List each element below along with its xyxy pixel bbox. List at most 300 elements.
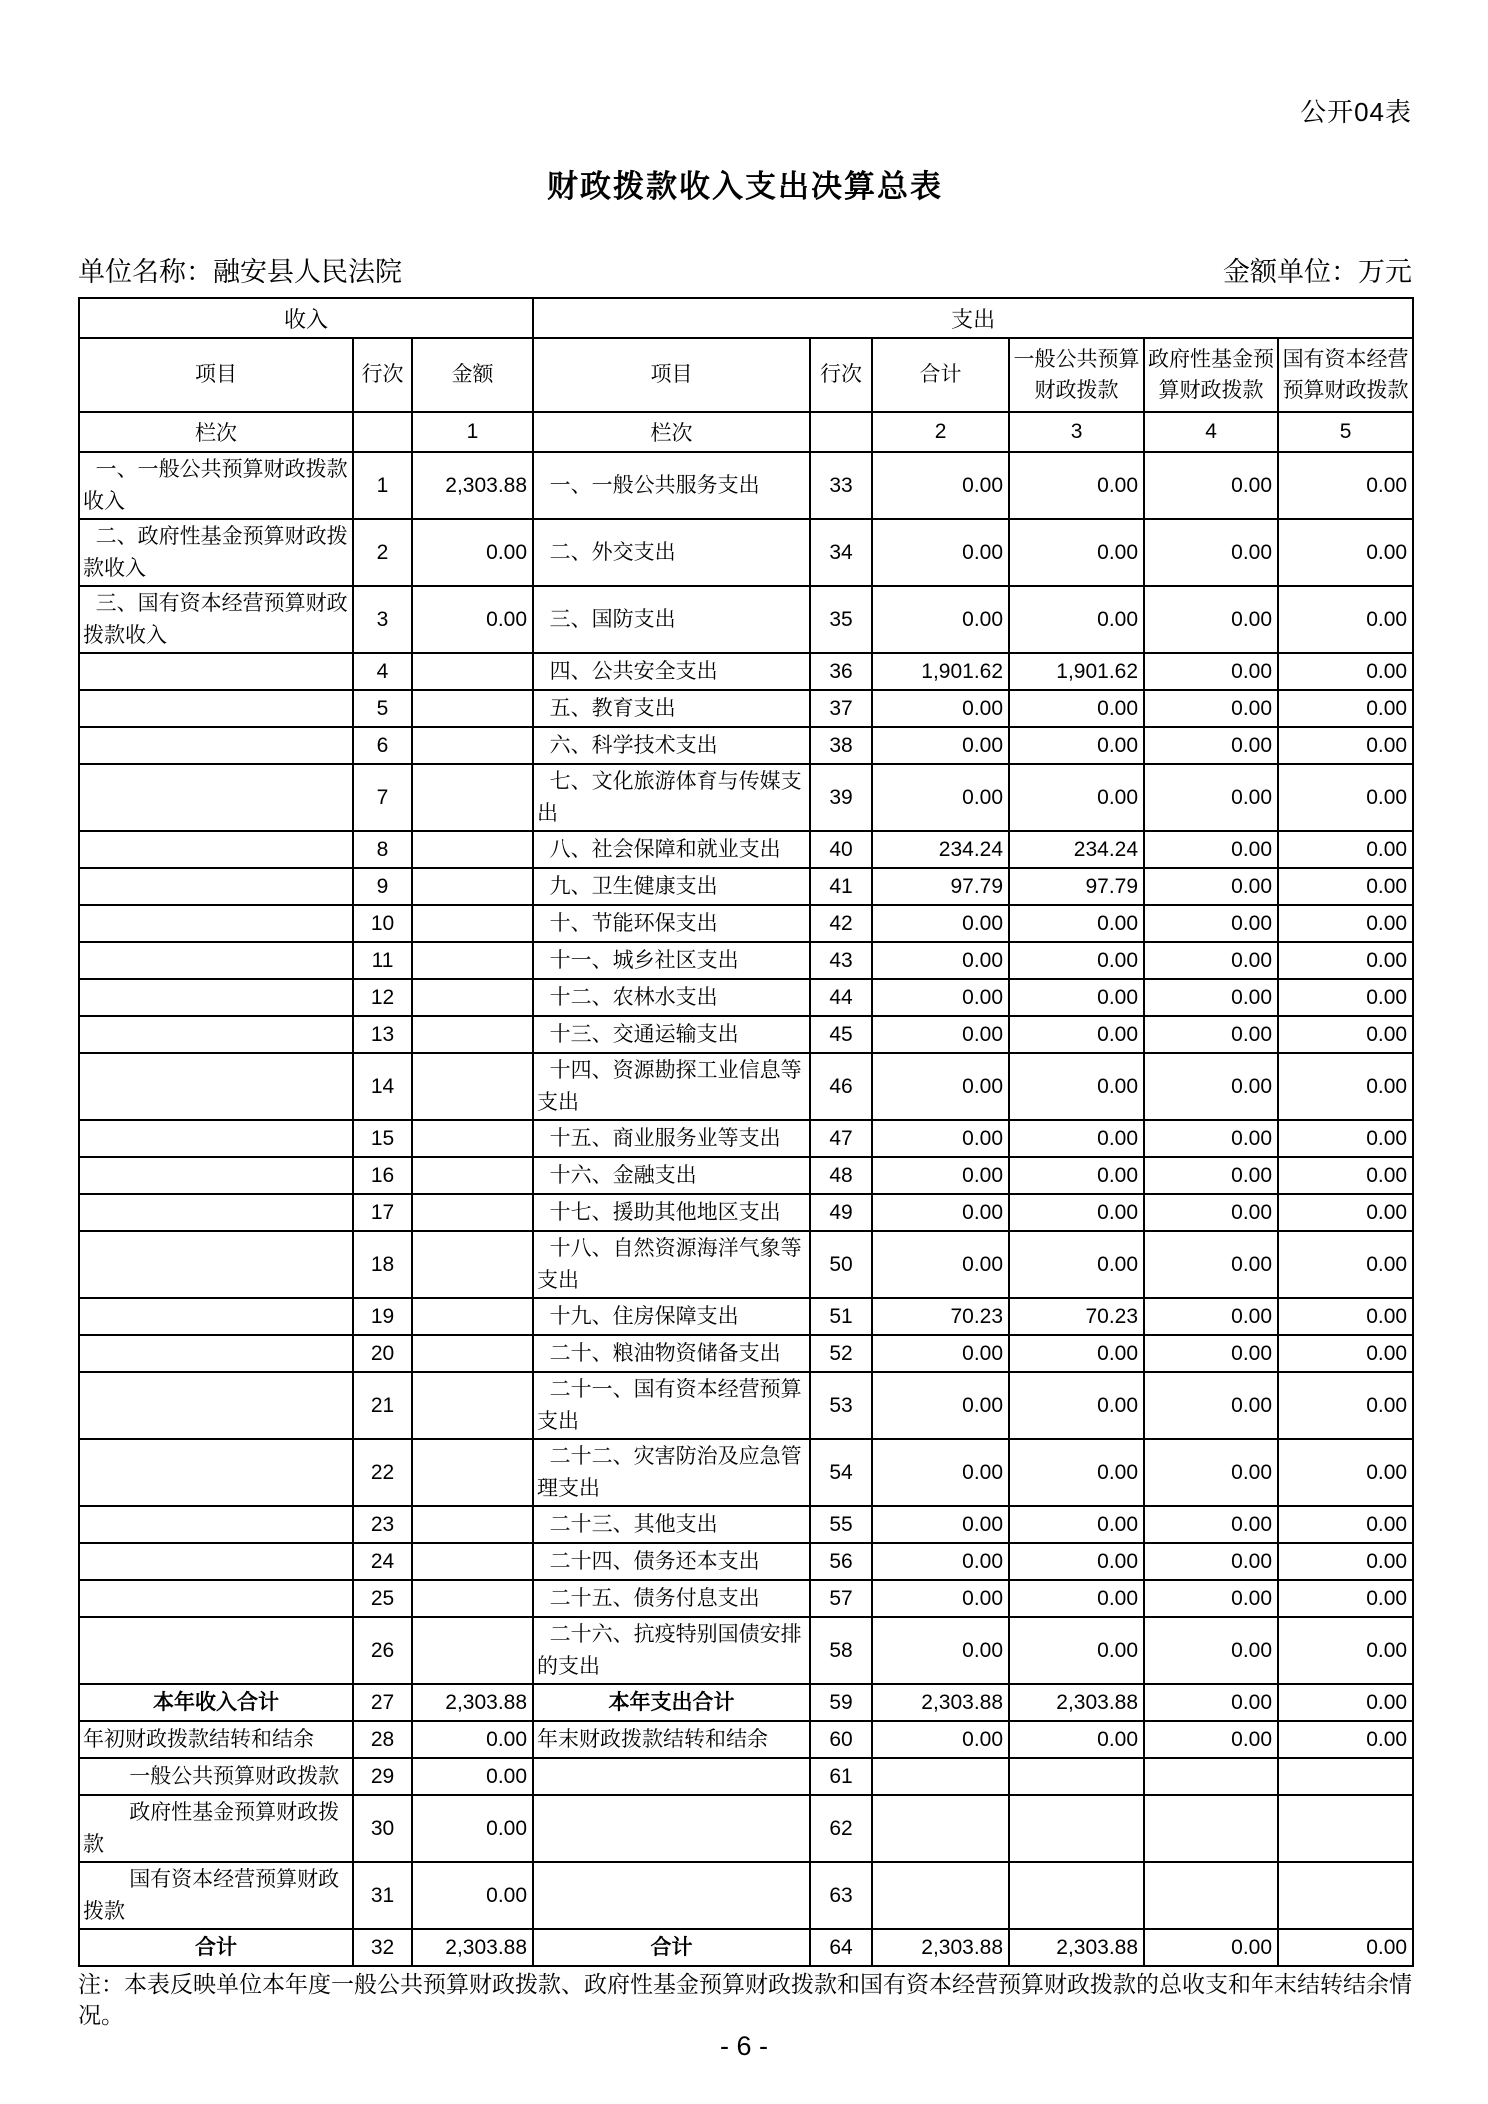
expense-total-cell: 97.79 — [872, 868, 1009, 905]
expense-total-cell: 0.00 — [872, 979, 1009, 1016]
income-amount-cell: 2,303.88 — [412, 1929, 533, 1966]
expense-total-header: 合计 — [872, 338, 1009, 412]
table-row — [79, 1929, 1413, 1966]
table-row — [79, 1684, 1413, 1721]
expense-item-cell: 二十六、抗疫特别国债安排的支出 — [533, 1617, 810, 1684]
income-line-cell: 31 — [353, 1862, 412, 1929]
expense-line-cell: 61 — [810, 1758, 872, 1795]
income-item-cell — [79, 1372, 353, 1439]
expense-line-cell: 37 — [810, 690, 872, 727]
expense-gov-fund-cell: 0.00 — [1144, 1439, 1278, 1506]
expense-general-public-cell: 0.00 — [1009, 1157, 1144, 1194]
expense-total-cell — [872, 1758, 1009, 1795]
expense-gov-fund-cell: 0.00 — [1144, 868, 1278, 905]
income-item-cell — [79, 979, 353, 1016]
table-row — [79, 1335, 1413, 1372]
expense-gov-fund-header: 政府性基金预算财政拨款 — [1144, 338, 1278, 412]
expense-general-public-index: 3 — [1009, 412, 1144, 452]
expense-gov-fund-cell: 0.00 — [1144, 586, 1278, 653]
expense-section-header: 支出 — [533, 298, 1413, 338]
table-row — [79, 1231, 1413, 1298]
expense-total-cell: 1,901.62 — [872, 653, 1009, 690]
expense-gov-fund-cell: 0.00 — [1144, 452, 1278, 519]
income-line-cell: 22 — [353, 1439, 412, 1506]
expense-state-capital-cell: 0.00 — [1278, 586, 1413, 653]
income-item-cell — [79, 727, 353, 764]
expense-state-capital-cell: 0.00 — [1278, 1335, 1413, 1372]
expense-general-public-cell: 0.00 — [1009, 1231, 1144, 1298]
expense-item-cell: 十一、城乡社区支出 — [533, 942, 810, 979]
expense-general-public-cell: 0.00 — [1009, 1053, 1144, 1120]
expense-item-cell: 二十四、债务还本支出 — [533, 1543, 810, 1580]
expense-gov-fund-cell: 0.00 — [1144, 1543, 1278, 1580]
expense-line-cell: 38 — [810, 727, 872, 764]
expense-item-cell: 合计 — [533, 1929, 810, 1966]
income-amount-cell — [412, 1016, 533, 1053]
expense-line-no-header: 行次 — [810, 338, 872, 412]
expense-item-cell: 二十、粮油物资储备支出 — [533, 1335, 810, 1372]
income-amount-cell — [412, 905, 533, 942]
income-line-cell: 13 — [353, 1016, 412, 1053]
expense-line-cell: 48 — [810, 1157, 872, 1194]
footnote: 注：本表反映单位本年度一般公共预算财政拨款、政府性基金预算财政拨款和国有资本经营预算财政拨款的总收支和年末结转结余情况。 — [78, 1971, 1412, 2029]
expense-item-cell: 三、国防支出 — [533, 586, 810, 653]
income-amount-cell — [412, 727, 533, 764]
expense-total-cell: 0.00 — [872, 1617, 1009, 1684]
expense-total-cell: 0.00 — [872, 452, 1009, 519]
table-row — [79, 1580, 1413, 1617]
table-row — [79, 1298, 1413, 1335]
expense-state-capital-cell: 0.00 — [1278, 1372, 1413, 1439]
expense-item-cell: 二十一、国有资本经营预算支出 — [533, 1372, 810, 1439]
income-item-cell — [79, 1194, 353, 1231]
table-body — [79, 452, 1413, 1966]
expense-state-capital-cell — [1278, 1795, 1413, 1862]
income-item-cell — [79, 905, 353, 942]
expense-line-cell: 45 — [810, 1016, 872, 1053]
expense-total-cell: 0.00 — [872, 1016, 1009, 1053]
income-line-no-index — [353, 412, 412, 452]
expense-general-public-cell: 0.00 — [1009, 1439, 1144, 1506]
income-item-cell — [79, 1016, 353, 1053]
table-row — [79, 1439, 1413, 1506]
income-item-cell — [79, 690, 353, 727]
income-amount-cell — [412, 1439, 533, 1506]
income-amount-cell — [412, 1335, 533, 1372]
expense-state-capital-cell: 0.00 — [1278, 1231, 1413, 1298]
income-item-cell — [79, 1120, 353, 1157]
table-row — [79, 1617, 1413, 1684]
income-item-cell — [79, 1157, 353, 1194]
section-header-row — [79, 298, 1413, 338]
expense-total-cell: 0.00 — [872, 1506, 1009, 1543]
expense-item-cell: 十五、商业服务业等支出 — [533, 1120, 810, 1157]
expense-gov-fund-cell: 0.00 — [1144, 1335, 1278, 1372]
expense-general-public-cell: 0.00 — [1009, 1617, 1144, 1684]
income-amount-cell — [412, 1506, 533, 1543]
expense-gov-fund-cell: 0.00 — [1144, 690, 1278, 727]
income-item-cell — [79, 831, 353, 868]
income-line-cell: 16 — [353, 1157, 412, 1194]
expense-state-capital-cell: 0.00 — [1278, 1929, 1413, 1966]
income-item-cell: 年初财政拨款结转和结余 — [79, 1721, 353, 1758]
expense-total-cell: 0.00 — [872, 1194, 1009, 1231]
income-amount-cell — [412, 1120, 533, 1157]
expense-state-capital-cell: 0.00 — [1278, 1580, 1413, 1617]
expense-state-capital-cell: 0.00 — [1278, 1016, 1413, 1053]
income-item-cell — [79, 764, 353, 831]
expense-general-public-cell: 0.00 — [1009, 1580, 1144, 1617]
expense-state-capital-cell: 0.00 — [1278, 942, 1413, 979]
expense-line-no-index — [810, 412, 872, 452]
income-item-cell: 三、国有资本经营预算财政拨款收入 — [79, 586, 353, 653]
income-line-cell: 18 — [353, 1231, 412, 1298]
income-item-cell: 国有资本经营预算财政拨款 — [79, 1862, 353, 1929]
income-line-cell: 20 — [353, 1335, 412, 1372]
table-row — [79, 868, 1413, 905]
expense-item-cell: 年末财政拨款结转和结余 — [533, 1721, 810, 1758]
income-amount-cell — [412, 1053, 533, 1120]
expense-state-capital-cell: 0.00 — [1278, 727, 1413, 764]
income-item-cell — [79, 1439, 353, 1506]
income-line-cell: 17 — [353, 1194, 412, 1231]
expense-line-cell: 55 — [810, 1506, 872, 1543]
table-row — [79, 452, 1413, 519]
income-amount-cell: 2,303.88 — [412, 1684, 533, 1721]
expense-total-cell: 0.00 — [872, 1120, 1009, 1157]
expense-line-cell: 46 — [810, 1053, 872, 1120]
table-row — [79, 942, 1413, 979]
income-line-cell: 24 — [353, 1543, 412, 1580]
expense-state-capital-cell — [1278, 1758, 1413, 1795]
income-line-cell: 7 — [353, 764, 412, 831]
expense-line-cell: 50 — [810, 1231, 872, 1298]
income-line-cell: 6 — [353, 727, 412, 764]
income-amount-cell: 0.00 — [412, 1862, 533, 1929]
expense-state-capital-cell: 0.00 — [1278, 452, 1413, 519]
expense-item-cell: 本年支出合计 — [533, 1684, 810, 1721]
expense-item-header: 项目 — [533, 338, 810, 412]
table-row — [79, 764, 1413, 831]
income-line-cell: 12 — [353, 979, 412, 1016]
expense-gov-fund-cell: 0.00 — [1144, 831, 1278, 868]
income-item-cell — [79, 1298, 353, 1335]
income-item-cell: 合计 — [79, 1929, 353, 1966]
expense-state-capital-cell: 0.00 — [1278, 764, 1413, 831]
income-item-cell: 本年收入合计 — [79, 1684, 353, 1721]
expense-total-cell: 0.00 — [872, 1580, 1009, 1617]
income-amount-cell: 0.00 — [412, 1795, 533, 1862]
income-item-cell — [79, 1617, 353, 1684]
expense-state-capital-cell: 0.00 — [1278, 1120, 1413, 1157]
income-item-cell — [79, 1543, 353, 1580]
expense-gov-fund-cell — [1144, 1862, 1278, 1929]
expense-line-cell: 43 — [810, 942, 872, 979]
expense-line-cell: 34 — [810, 519, 872, 586]
income-item-cell — [79, 1506, 353, 1543]
expense-item-cell: 二、外交支出 — [533, 519, 810, 586]
expense-general-public-cell: 234.24 — [1009, 831, 1144, 868]
amount-unit-label: 金额单位：万元 — [1223, 257, 1412, 287]
expense-total-cell — [872, 1862, 1009, 1929]
expense-line-cell: 52 — [810, 1335, 872, 1372]
expense-gov-fund-cell — [1144, 1758, 1278, 1795]
expense-general-public-cell — [1009, 1758, 1144, 1795]
table-row — [79, 519, 1413, 586]
expense-total-cell: 2,303.88 — [872, 1684, 1009, 1721]
expense-total-index: 2 — [872, 412, 1009, 452]
expense-item-cell: 二十二、灾害防治及应急管理支出 — [533, 1439, 810, 1506]
expense-gov-fund-cell: 0.00 — [1144, 1929, 1278, 1966]
table-row — [79, 905, 1413, 942]
expense-gov-fund-index: 4 — [1144, 412, 1278, 452]
expense-item-cell — [533, 1758, 810, 1795]
income-amount-cell: 0.00 — [412, 1721, 533, 1758]
income-amount-cell — [412, 764, 533, 831]
table-row — [79, 690, 1413, 727]
expense-gov-fund-cell: 0.00 — [1144, 1120, 1278, 1157]
expense-state-capital-cell: 0.00 — [1278, 1053, 1413, 1120]
income-item-cell — [79, 942, 353, 979]
income-item-cell: 一般公共预算财政拨款 — [79, 1758, 353, 1795]
expense-gov-fund-cell: 0.00 — [1144, 942, 1278, 979]
income-line-cell: 11 — [353, 942, 412, 979]
income-item-cell: 政府性基金预算财政拨款 — [79, 1795, 353, 1862]
income-amount-cell: 0.00 — [412, 586, 533, 653]
expense-state-capital-cell: 0.00 — [1278, 1157, 1413, 1194]
expense-gov-fund-cell: 0.00 — [1144, 653, 1278, 690]
expense-total-cell: 0.00 — [872, 1335, 1009, 1372]
expense-total-cell: 0.00 — [872, 1721, 1009, 1758]
expense-general-public-cell: 0.00 — [1009, 690, 1144, 727]
unit-name-label: 单位名称：融安县人民法院 — [78, 257, 402, 287]
expense-general-public-cell: 70.23 — [1009, 1298, 1144, 1335]
expense-state-capital-cell: 0.00 — [1278, 519, 1413, 586]
expense-general-public-cell: 2,303.88 — [1009, 1929, 1144, 1966]
expense-item-cell: 十三、交通运输支出 — [533, 1016, 810, 1053]
expense-item-cell: 四、公共安全支出 — [533, 653, 810, 690]
income-item-cell: 一、一般公共预算财政拨款收入 — [79, 452, 353, 519]
income-item-cell — [79, 1580, 353, 1617]
expense-state-capital-cell: 0.00 — [1278, 1617, 1413, 1684]
expense-item-index: 栏次 — [533, 412, 810, 452]
expense-general-public-cell: 2,303.88 — [1009, 1684, 1144, 1721]
meta-row — [78, 250, 1412, 289]
expense-gov-fund-cell — [1144, 1795, 1278, 1862]
income-line-cell: 8 — [353, 831, 412, 868]
expense-line-cell: 53 — [810, 1372, 872, 1439]
expense-general-public-cell: 0.00 — [1009, 519, 1144, 586]
expense-state-capital-cell: 0.00 — [1278, 868, 1413, 905]
expense-total-cell: 0.00 — [872, 764, 1009, 831]
expense-total-cell: 0.00 — [872, 942, 1009, 979]
income-amount-cell — [412, 1298, 533, 1335]
expense-state-capital-cell: 0.00 — [1278, 1506, 1413, 1543]
expense-item-cell: 十六、金融支出 — [533, 1157, 810, 1194]
expense-line-cell: 47 — [810, 1120, 872, 1157]
table-row — [79, 1543, 1413, 1580]
expense-general-public-cell: 0.00 — [1009, 1335, 1144, 1372]
income-amount-cell — [412, 1157, 533, 1194]
income-amount-cell: 0.00 — [412, 1758, 533, 1795]
expense-item-cell: 一、一般公共服务支出 — [533, 452, 810, 519]
column-index-row — [79, 412, 1413, 452]
expense-line-cell: 60 — [810, 1721, 872, 1758]
expense-state-capital-cell: 0.00 — [1278, 1298, 1413, 1335]
expense-gov-fund-cell: 0.00 — [1144, 979, 1278, 1016]
expense-gov-fund-cell: 0.00 — [1144, 727, 1278, 764]
income-line-cell: 1 — [353, 452, 412, 519]
expense-item-cell: 二十五、债务付息支出 — [533, 1580, 810, 1617]
expense-general-public-cell: 0.00 — [1009, 1194, 1144, 1231]
income-line-cell: 14 — [353, 1053, 412, 1120]
expense-general-public-cell: 0.00 — [1009, 1120, 1144, 1157]
table-row — [79, 1721, 1413, 1758]
expense-line-cell: 42 — [810, 905, 872, 942]
expense-general-public-cell: 0.00 — [1009, 1016, 1144, 1053]
income-line-cell: 27 — [353, 1684, 412, 1721]
income-line-cell: 3 — [353, 586, 412, 653]
income-line-cell: 32 — [353, 1929, 412, 1966]
expense-general-public-cell — [1009, 1795, 1144, 1862]
expense-state-capital-cell: 0.00 — [1278, 1439, 1413, 1506]
expense-line-cell: 33 — [810, 452, 872, 519]
expense-line-cell: 59 — [810, 1684, 872, 1721]
table-row — [79, 1506, 1413, 1543]
income-item-index: 栏次 — [79, 412, 353, 452]
expense-general-public-cell: 1,901.62 — [1009, 653, 1144, 690]
expense-gov-fund-cell: 0.00 — [1144, 764, 1278, 831]
income-line-cell: 9 — [353, 868, 412, 905]
expense-general-public-header: 一般公共预算财政拨款 — [1009, 338, 1144, 412]
income-line-cell: 2 — [353, 519, 412, 586]
expense-general-public-cell — [1009, 1862, 1144, 1929]
expense-general-public-cell: 0.00 — [1009, 1721, 1144, 1758]
expense-gov-fund-cell: 0.00 — [1144, 1506, 1278, 1543]
expense-total-cell — [872, 1795, 1009, 1862]
expense-general-public-cell: 0.00 — [1009, 764, 1144, 831]
income-item-cell: 二、政府性基金预算财政拨款收入 — [79, 519, 353, 586]
expense-state-capital-cell: 0.00 — [1278, 1543, 1413, 1580]
expense-total-cell: 234.24 — [872, 831, 1009, 868]
expense-line-cell: 64 — [810, 1929, 872, 1966]
expense-general-public-cell: 0.00 — [1009, 452, 1144, 519]
expense-line-cell: 44 — [810, 979, 872, 1016]
expense-item-cell — [533, 1862, 810, 1929]
expense-general-public-cell: 97.79 — [1009, 868, 1144, 905]
income-item-cell — [79, 653, 353, 690]
income-line-cell: 21 — [353, 1372, 412, 1439]
expense-state-capital-cell — [1278, 1862, 1413, 1929]
expense-gov-fund-cell: 0.00 — [1144, 1194, 1278, 1231]
expense-gov-fund-cell: 0.00 — [1144, 1721, 1278, 1758]
expense-item-cell — [533, 1795, 810, 1862]
income-amount-cell — [412, 1372, 533, 1439]
income-line-cell: 5 — [353, 690, 412, 727]
income-line-cell: 28 — [353, 1721, 412, 1758]
expense-line-cell: 36 — [810, 653, 872, 690]
table-row — [79, 831, 1413, 868]
expense-general-public-cell: 0.00 — [1009, 586, 1144, 653]
expense-total-cell: 0.00 — [872, 1543, 1009, 1580]
income-amount-cell — [412, 1543, 533, 1580]
income-amount-cell — [412, 1617, 533, 1684]
table-row — [79, 1194, 1413, 1231]
expense-item-cell: 十、节能环保支出 — [533, 905, 810, 942]
income-item-header: 项目 — [79, 338, 353, 412]
expense-general-public-cell: 0.00 — [1009, 979, 1144, 1016]
expense-gov-fund-cell: 0.00 — [1144, 1298, 1278, 1335]
expense-total-cell: 0.00 — [872, 690, 1009, 727]
expense-line-cell: 39 — [810, 764, 872, 831]
income-line-cell: 26 — [353, 1617, 412, 1684]
table-row — [79, 1053, 1413, 1120]
income-line-cell: 15 — [353, 1120, 412, 1157]
income-amount-cell — [412, 868, 533, 905]
expense-state-capital-cell: 0.00 — [1278, 690, 1413, 727]
expense-gov-fund-cell: 0.00 — [1144, 1053, 1278, 1120]
expense-item-cell: 十七、援助其他地区支出 — [533, 1194, 810, 1231]
expense-general-public-cell: 0.00 — [1009, 905, 1144, 942]
income-item-cell — [79, 1335, 353, 1372]
expense-item-cell: 十九、住房保障支出 — [533, 1298, 810, 1335]
expense-state-capital-cell: 0.00 — [1278, 905, 1413, 942]
income-line-cell: 19 — [353, 1298, 412, 1335]
table-row — [79, 979, 1413, 1016]
expense-general-public-cell: 0.00 — [1009, 727, 1144, 764]
income-amount-header: 金额 — [412, 338, 533, 412]
table-row — [79, 727, 1413, 764]
expense-total-cell: 0.00 — [872, 1439, 1009, 1506]
expense-item-cell: 六、科学技术支出 — [533, 727, 810, 764]
expense-state-capital-cell: 0.00 — [1278, 979, 1413, 1016]
income-amount-cell — [412, 1194, 533, 1231]
expense-item-cell: 九、卫生健康支出 — [533, 868, 810, 905]
income-amount-cell — [412, 1580, 533, 1617]
expense-item-cell: 七、文化旅游体育与传媒支出 — [533, 764, 810, 831]
page-number: - 6 - — [719, 2031, 768, 2061]
income-line-cell: 25 — [353, 1580, 412, 1617]
income-line-cell: 10 — [353, 905, 412, 942]
expense-line-cell: 51 — [810, 1298, 872, 1335]
income-amount-cell: 0.00 — [412, 519, 533, 586]
expense-gov-fund-cell: 0.00 — [1144, 1617, 1278, 1684]
income-line-cell: 30 — [353, 1795, 412, 1862]
expense-state-capital-cell: 0.00 — [1278, 653, 1413, 690]
income-line-cell: 23 — [353, 1506, 412, 1543]
expense-total-cell: 0.00 — [872, 1231, 1009, 1298]
expense-gov-fund-cell: 0.00 — [1144, 1580, 1278, 1617]
expense-item-cell: 八、社会保障和就业支出 — [533, 831, 810, 868]
income-amount-cell — [412, 1231, 533, 1298]
table-row — [79, 1372, 1413, 1439]
expense-general-public-cell: 0.00 — [1009, 1372, 1144, 1439]
expense-state-capital-cell: 0.00 — [1278, 1721, 1413, 1758]
income-amount-cell — [412, 942, 533, 979]
expense-item-cell: 十八、自然资源海洋气象等支出 — [533, 1231, 810, 1298]
expense-gov-fund-cell: 0.00 — [1144, 1157, 1278, 1194]
expense-item-cell: 二十三、其他支出 — [533, 1506, 810, 1543]
expense-total-cell: 0.00 — [872, 905, 1009, 942]
table-row — [79, 1758, 1413, 1795]
expense-total-cell: 0.00 — [872, 727, 1009, 764]
expense-line-cell: 56 — [810, 1543, 872, 1580]
expense-total-cell: 0.00 — [872, 1053, 1009, 1120]
expense-total-cell: 0.00 — [872, 519, 1009, 586]
table-row — [79, 1120, 1413, 1157]
column-header-row — [79, 338, 1413, 412]
income-amount-cell — [412, 979, 533, 1016]
